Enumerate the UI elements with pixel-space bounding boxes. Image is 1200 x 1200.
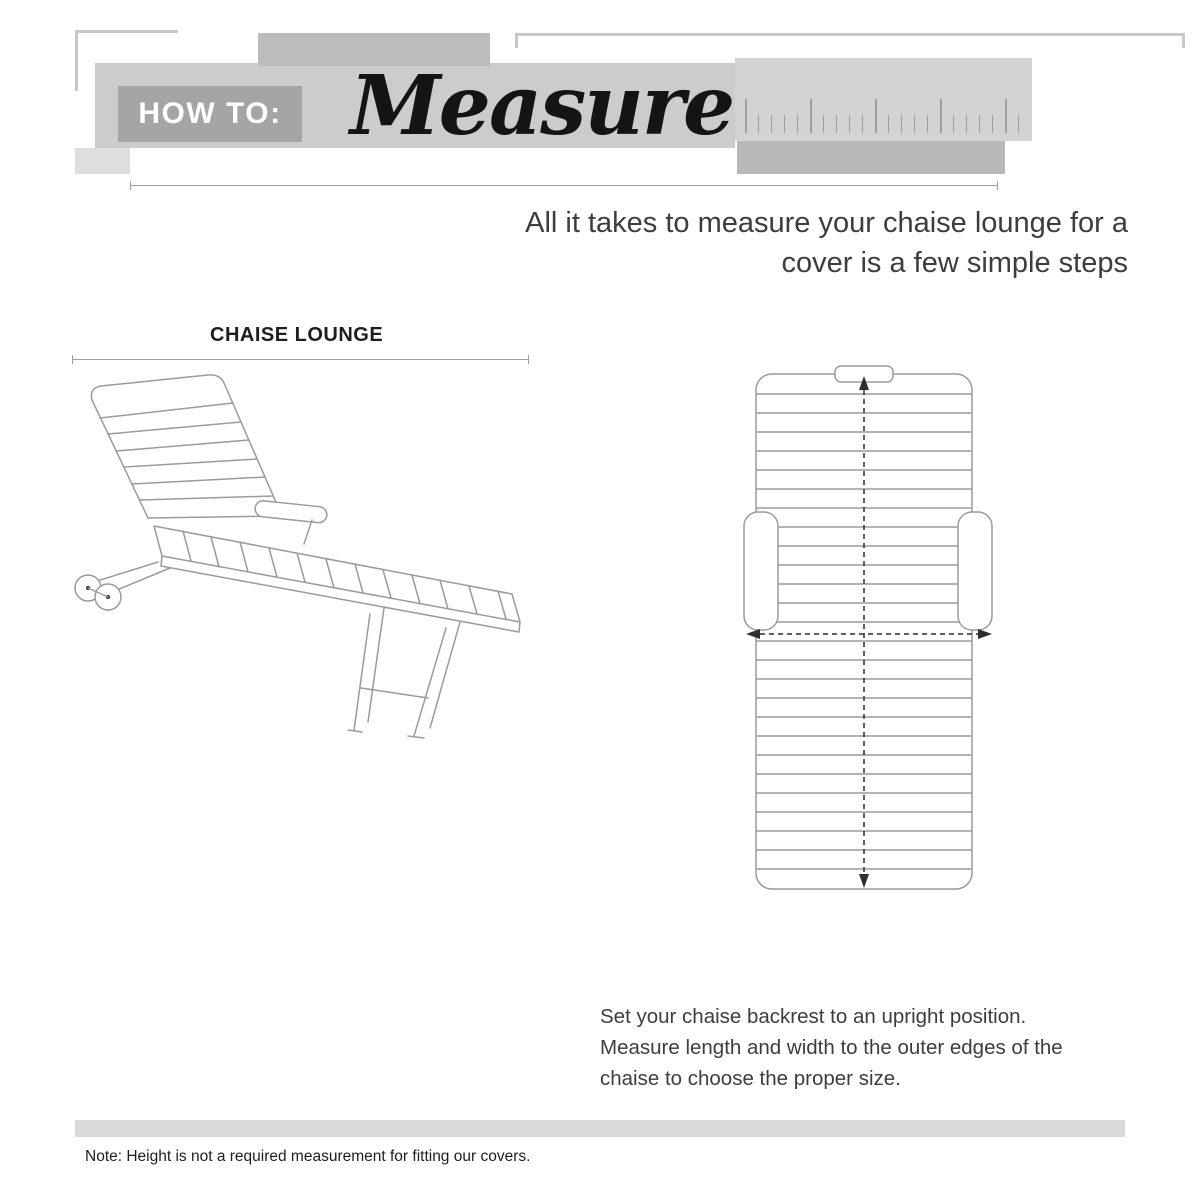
header-dimension-line <box>130 181 998 190</box>
chaise-lounge-label: CHAISE LOUNGE <box>210 324 384 346</box>
armrest-right <box>958 512 992 630</box>
armrest-left <box>744 512 778 630</box>
chaise-backrest <box>91 375 282 518</box>
chaise-topdown-drawing <box>740 362 998 902</box>
how-to-kicker <box>118 86 302 142</box>
ruler-graphic <box>735 58 1032 141</box>
chaise-armrest <box>254 500 327 544</box>
header-top-bracket-right <box>515 33 1185 48</box>
chaise-topdown-body <box>744 366 992 889</box>
header-left-lower-step <box>75 148 130 174</box>
chaise-width-dimension-line <box>72 355 529 364</box>
instructions-text <box>600 1002 1140 1094</box>
footer-note: Note: Height is not a required measurement for fitting our covers. <box>85 1148 531 1165</box>
how-to-kicker-label: HOW TO: <box>138 97 282 130</box>
instructions-line-1: Set your chaise backrest to an upright position. <box>600 1005 1027 1028</box>
chaise-wheels <box>75 562 170 610</box>
chaise-seat-deck <box>154 526 520 632</box>
intro-text <box>408 203 1128 283</box>
footer-divider-bar <box>75 1120 1125 1137</box>
chaise-front-legs <box>348 608 460 738</box>
measure-title: Measure <box>350 58 734 154</box>
instructions-line-3: chaise to choose the proper size. <box>600 1066 901 1090</box>
chaise-perspective-drawing <box>62 370 532 755</box>
instructions-line-2: Measure length and width to the outer edges of the <box>600 1035 1063 1059</box>
intro-line-2: cover is a few simple steps <box>781 247 1128 280</box>
intro-line-1: All it takes to measure your chaise lounge for a <box>525 207 1128 239</box>
ruler-ticks-large <box>745 99 1022 133</box>
header-band-under-ruler <box>737 141 1005 174</box>
